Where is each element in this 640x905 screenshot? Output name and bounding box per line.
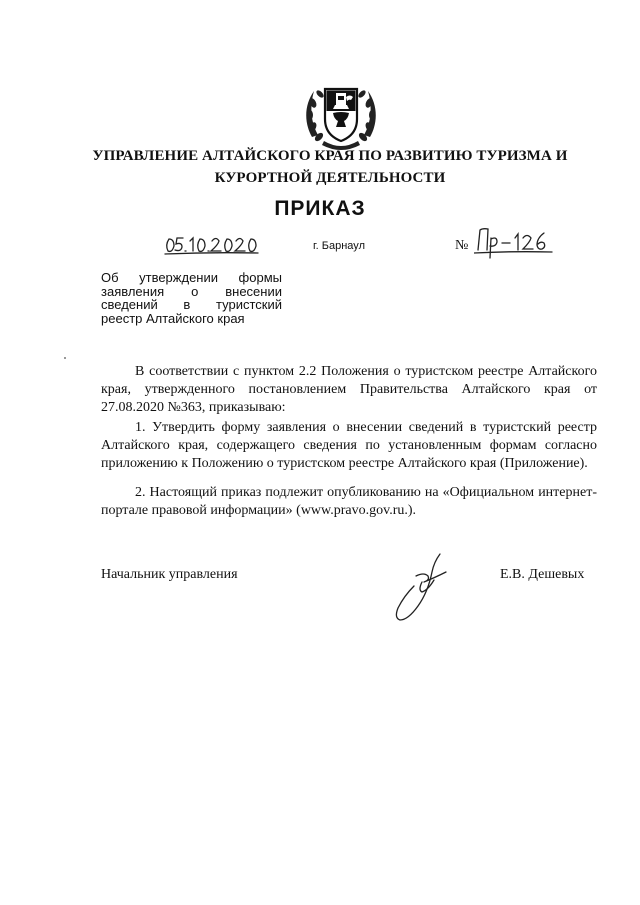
paragraph-text: В соответствии с пунктом 2.2 Положения о туристском реестре Алтайского края, утвержденного постановлением Правительства Алтайского края от 27.08.2020 №363, приказываю: (101, 364, 597, 415)
organization-name-line-1: УПРАВЛЕНИЕ АЛТАЙСКОГО КРАЯ ПО РАЗВИТИЮ ТУРИЗМА И (92, 148, 568, 164)
handwritten-signature (388, 550, 452, 624)
paragraph-text: 1. Утвердить форму заявления о внесении сведений в туристский реестр Алтайского края, содержащего сведения по установленным формам согласно приложению к Положению о туристском реестре Алтайского края (Приложение). (101, 420, 597, 471)
signatory-name: Е.В. Дешевых (500, 567, 585, 582)
paragraph-text: 2. Настоящий приказ подлежит опубликованию на «Официальном интернет-портале правовой информации» (www.pravo.gov.ru.). (101, 485, 597, 518)
body-paragraph-item-2 (101, 484, 597, 520)
subject-line: заявления о внесении (101, 283, 282, 299)
handwritten-date (163, 231, 259, 257)
subject-line: сведений в туристский (101, 297, 282, 312)
organization-name-line-2: КУРОРТНОЙ ДЕЯТЕЛЬНОСТИ (214, 170, 446, 186)
subject-line: реестр Алтайского края (101, 310, 245, 326)
number-sign: № (455, 238, 469, 253)
margin-mark (64, 357, 66, 359)
signatory-role: Начальник управления (101, 567, 238, 582)
subject-line: Об утверждении формы (101, 270, 282, 285)
body-paragraph-item-1 (101, 419, 597, 473)
order-subject (101, 271, 282, 325)
document-title: ПРИКАЗ (274, 197, 366, 220)
city-label: г. Барнаул (313, 240, 365, 252)
body-paragraph-preamble (101, 363, 597, 417)
handwritten-order-number (474, 226, 554, 260)
coat-of-arms-emblem (300, 75, 382, 157)
